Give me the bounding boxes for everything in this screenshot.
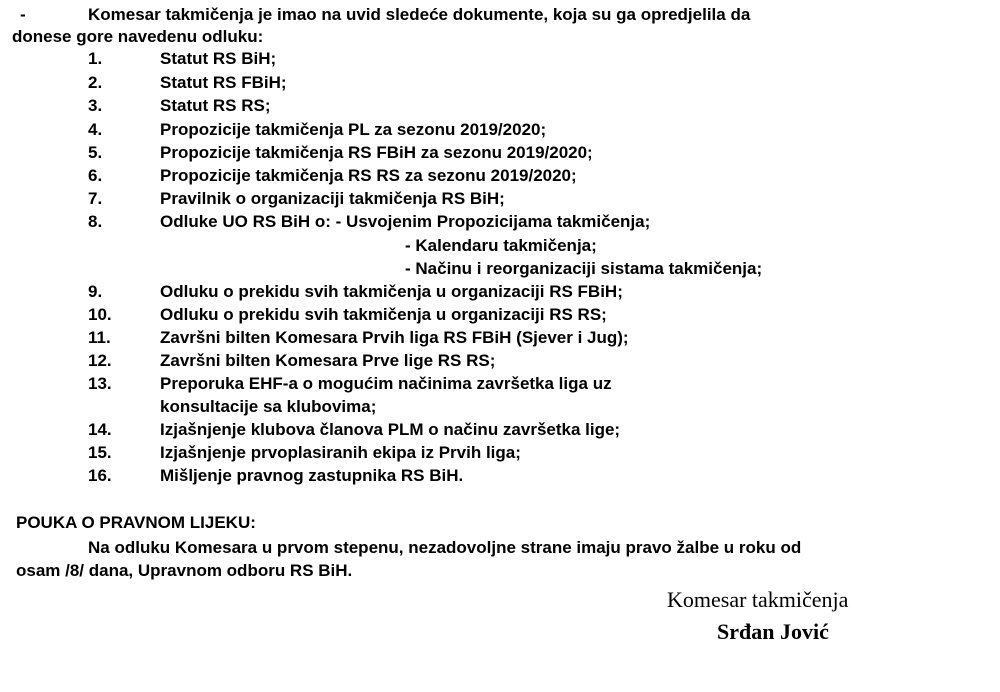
intro-line-1: Komesar takmičenja je imao na uvid sledeće dokumente, koja su ga opredjelila da [88,5,751,24]
list-item-text: Statut RS BiH; [160,49,277,68]
list-item-text: Odluku o prekidu svih takmičenja u organizaciji RS FBiH; [160,282,623,301]
list-item-text: Mišljenje pravnog zastupnika RS BiH. [160,466,464,485]
list-item-number: 1. [88,49,103,68]
list-item-number: 10. [88,305,112,324]
list-item-subtext: - Kalendaru takmičenja; [405,236,597,255]
list-item-text: Završni bilten Komesara Prvih liga RS FBiH (Sjever i Jug); [160,328,629,347]
list-item-number: 9. [88,282,103,301]
pouka-line-1: Na odluku Komesara u prvom stepenu, nezadovoljne strane imaju pravo žalbe u roku od [88,538,802,557]
list-item-text: Pravilnik o organizaciji takmičenja RS BiH; [160,189,505,208]
list-item-number: 3. [88,96,103,115]
intro-line-2: donese gore navedenu odluku: [12,27,264,46]
list-item-subtext: - Načinu i reorganizaciji sistama takmičenja; [405,259,763,278]
list-item-continuation-text: konsultacije sa klubovima; [160,397,377,416]
list-item-number: 12. [88,351,112,370]
list-item-text: Propozicije takmičenja PL za sezonu 2019/2020; [160,120,547,139]
list-item-number: 5. [88,143,103,162]
list-item-text: Propozicije takmičenja RS FBiH za sezonu 2019/2020; [160,143,593,162]
list-item-text: Izjašnjenje klubova članova PLM o načinu završetka lige; [160,420,621,439]
list-item-text: Odluku o prekidu svih takmičenja u organizaciji RS RS; [160,305,607,324]
list-item-text: Završni bilten Komesara Prve lige RS RS; [160,351,496,370]
pouka-heading: POUKA O PRAVNOM LIJEKU: [16,513,256,532]
list-item-text: Statut RS RS; [160,96,271,115]
list-item-number: 8. [88,212,103,231]
list-item-text: Propozicije takmičenja RS RS za sezonu 2019/2020; [160,166,577,185]
list-item-number: 15. [88,443,112,462]
list-item-text: Izjašnjenje prvoplasiranih ekipa iz Prvih liga; [160,443,521,462]
signature-title: Komesar takmičenja [667,587,849,612]
list-item-number: 14. [88,420,112,439]
list-item-number: 6. [88,166,103,185]
list-item-number: 16. [88,466,112,485]
list-item-number: 7. [88,189,103,208]
intro-dash: - [20,5,26,24]
list-item-text: Odluke UO RS BiH o: - Usvojenim Propozicijama takmičenja; [160,212,651,231]
list-item-number: 13. [88,374,112,393]
list-item-number: 2. [88,73,103,92]
signature-name: Srđan Jović [717,619,829,644]
pouka-line-2: osam /8/ dana, Upravnom odboru RS BiH. [16,561,353,580]
list-item-number: 4. [88,120,103,139]
list-item-text: Preporuka EHF-a o mogućim načinima završetka liga uz [160,374,612,393]
list-item-number: 11. [88,328,111,347]
list-item-text: Statut RS FBiH; [160,73,287,92]
